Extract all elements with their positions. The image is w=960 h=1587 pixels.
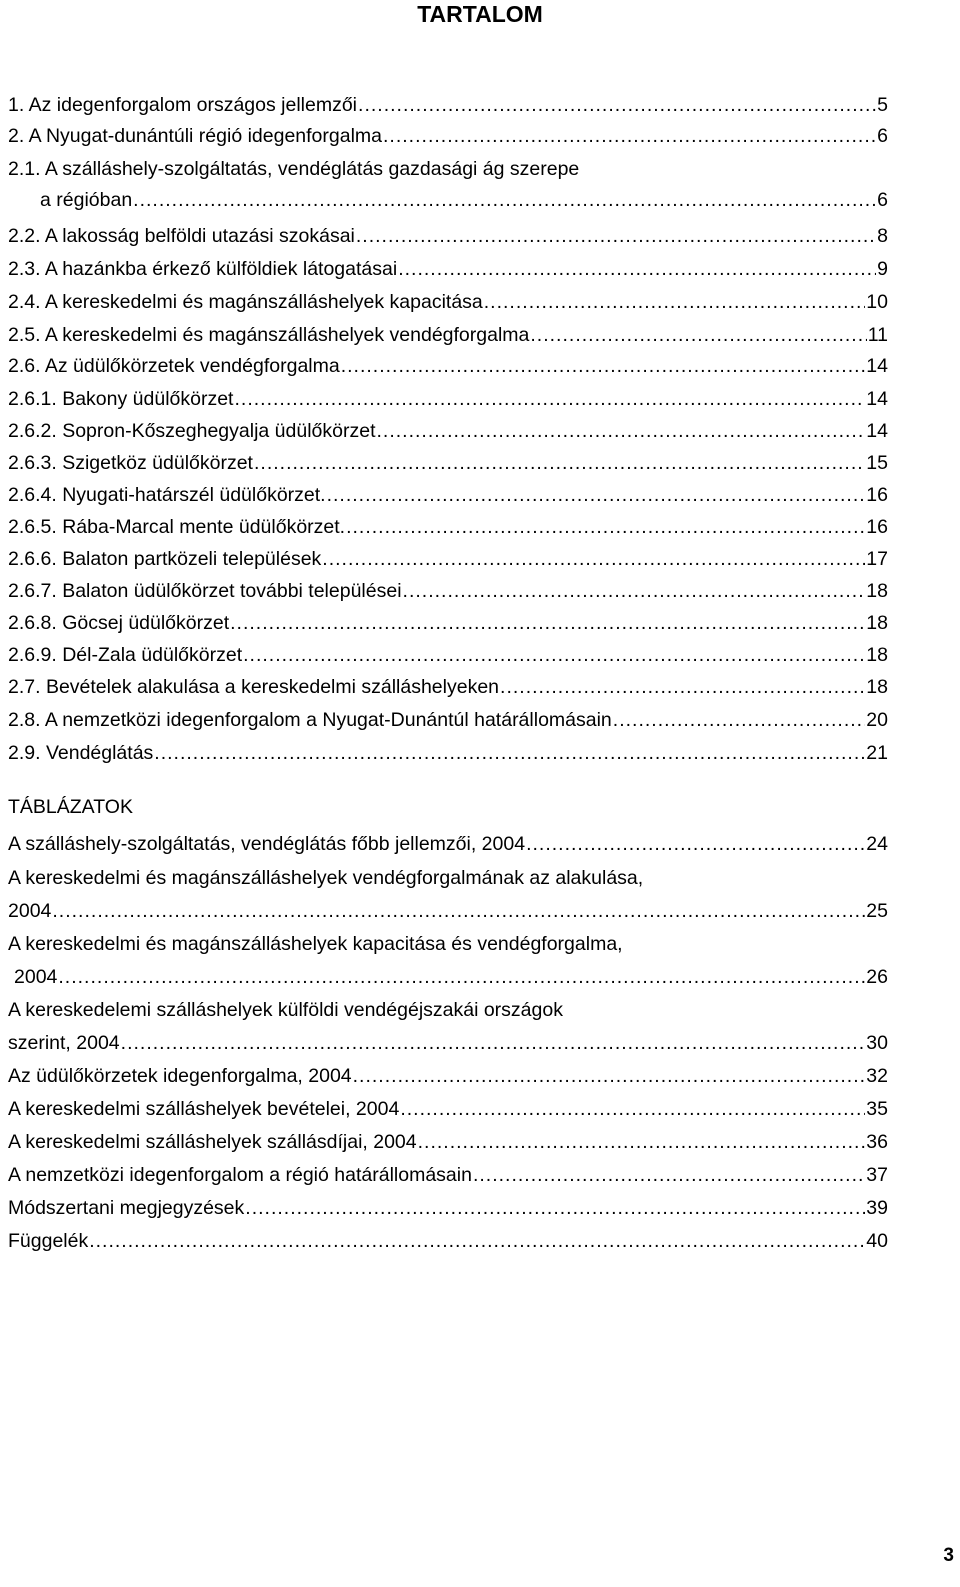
dot-leader (526, 829, 865, 859)
toc-entry[interactable] (8, 480, 888, 510)
toc-entry-page: 25 (866, 900, 888, 922)
toc-entry-page: 17 (866, 548, 888, 570)
dot-leader (243, 640, 865, 670)
toc-entry-label: 1. Az idegenforgalom országos jellemzői (8, 94, 358, 116)
toc-entry-label: 2.6.4. Nyugati-határszél üdülőkörzet. (8, 484, 326, 506)
dot-leader (500, 672, 865, 702)
toc-entry-label: Függelék (8, 1230, 89, 1252)
toc-entry-page: 35 (866, 1098, 888, 1120)
toc-entry-label: 2004 (14, 966, 58, 988)
toc-entry-label: Módszertani megjegyzések (8, 1197, 245, 1219)
dot-leader (377, 416, 866, 446)
toc-entry-page: 20 (866, 709, 888, 731)
toc-entry-label-line1[interactable]: 2.1. A szálláshely-szolgáltatás, vendéglátás gazdasági ág szerepe (8, 158, 580, 180)
toc-entry-label: 2.6.9. Dél-Zala üdülőkörzet (8, 644, 243, 666)
toc-entry[interactable] (14, 962, 888, 992)
toc-entry-label: 2.7. Bevételek alakulása a kereskedelmi szálláshelyeken (8, 676, 500, 698)
toc-entry-page: 14 (866, 355, 888, 377)
toc-entry-page: 36 (866, 1131, 888, 1153)
toc-entry-page: 32 (866, 1065, 888, 1087)
toc-entry-label: 2.6.3. Szigetköz üdülőkörzet (8, 452, 253, 474)
toc-entry-label: Az üdülőkörzetek idegenforgalma, 2004 (8, 1065, 352, 1087)
toc-entry-label: 2.3. A hazánkba érkező külföldiek látogatásai (8, 258, 398, 280)
toc-entry[interactable] (8, 705, 888, 735)
toc-entry[interactable] (8, 90, 888, 120)
toc-entry-page: 5 (877, 94, 888, 116)
toc-entry[interactable] (8, 320, 888, 350)
dot-leader (398, 254, 876, 284)
toc-entry-label: 2.6.1. Bakony üdülőkörzet (8, 388, 234, 410)
toc-entry-page: 30 (866, 1032, 888, 1054)
toc-entry[interactable] (8, 1193, 888, 1223)
dot-leader (353, 1061, 866, 1091)
toc-entry[interactable] (8, 640, 888, 670)
dot-leader (530, 320, 866, 350)
toc-entry-label: 2.6.7. Balaton üdülőkörzet további települései (8, 580, 402, 602)
toc-entry-page: 37 (866, 1164, 888, 1186)
toc-entry[interactable] (8, 1094, 888, 1124)
toc-entry-page: 40 (866, 1230, 888, 1252)
toc-entry[interactable] (8, 672, 888, 702)
toc-entry[interactable] (8, 738, 888, 768)
toc-entry[interactable] (8, 1127, 888, 1157)
toc-entry-label: 2.9. Vendéglátás (8, 742, 154, 764)
dot-leader (346, 512, 865, 542)
toc-entry-page: 14 (866, 388, 888, 410)
toc-entry[interactable] (40, 185, 888, 215)
dot-leader (133, 185, 876, 215)
dot-leader (58, 962, 865, 992)
dot-leader (383, 121, 876, 151)
dot-leader (484, 287, 866, 317)
toc-entry-label: 2.2. A lakosság belföldi utazási szokásai (8, 225, 355, 247)
toc-entry-label: 2.5. A kereskedelmi és magánszálláshelyek vendégforgalma (8, 324, 530, 346)
dot-leader (356, 221, 876, 251)
dot-leader (327, 480, 866, 510)
toc-entry[interactable] (8, 829, 888, 859)
toc-entry[interactable] (8, 544, 888, 574)
toc-entry[interactable] (8, 254, 888, 284)
toc-entry-page: 16 (866, 484, 888, 506)
toc-entry[interactable] (8, 221, 888, 251)
toc-entry-page: 21 (866, 742, 888, 764)
toc-entry-page: 26 (866, 966, 888, 988)
toc-entry[interactable] (8, 287, 888, 317)
toc-entry-label-line1[interactable]: A kereskedelemi szálláshelyek külföldi vendégéjszakái országok (8, 999, 563, 1021)
dot-leader (89, 1226, 865, 1256)
toc-entry-page: 14 (866, 420, 888, 442)
toc-entry[interactable] (8, 512, 888, 542)
dot-leader (245, 1193, 865, 1223)
toc-entry-page: 6 (877, 189, 888, 211)
toc-entry[interactable] (8, 1160, 888, 1190)
toc-entry-page: 15 (866, 452, 888, 474)
toc-entry-page: 18 (866, 612, 888, 634)
dot-leader (613, 705, 866, 735)
toc-entry-page: 39 (866, 1197, 888, 1219)
dot-leader (254, 448, 865, 478)
dot-leader (154, 738, 865, 768)
toc-entry-label: 2.6.2. Sopron-Kőszeghegyalja üdülőkörzet (8, 420, 376, 442)
toc-entry-page: 18 (866, 676, 888, 698)
toc-entry-label: 2004 (8, 900, 52, 922)
toc-entry-label: szerint, 2004 (8, 1032, 120, 1054)
dot-leader (473, 1160, 865, 1190)
dot-leader (121, 1028, 866, 1058)
toc-entry-label-line1[interactable]: A kereskedelmi és magánszálláshelyek kapacitása és vendégforgalma, (8, 933, 623, 955)
tables-heading: TÁBLÁZATOK (8, 796, 133, 818)
dot-leader (418, 1127, 866, 1157)
toc-entry[interactable] (8, 351, 888, 381)
toc-entry[interactable] (8, 121, 888, 151)
toc-entry-label: 2.6.5. Rába-Marcal mente üdülőkörzet. (8, 516, 346, 538)
toc-entry[interactable] (8, 1226, 888, 1256)
toc-entry[interactable] (8, 416, 888, 446)
toc-entry-page: 18 (866, 580, 888, 602)
toc-entry-page: 10 (866, 291, 888, 313)
toc-entry-page: 8 (877, 225, 888, 247)
toc-entry[interactable] (8, 896, 888, 926)
toc-entry-page: 16 (866, 516, 888, 538)
dot-leader (403, 576, 866, 606)
toc-entry-label: A kereskedelmi szálláshelyek bevételei, 2004 (8, 1098, 400, 1120)
dot-leader (230, 608, 865, 638)
toc-entry[interactable] (8, 1061, 888, 1091)
toc-entry-label: A kereskedelmi szálláshelyek szállásdíjai, 2004 (8, 1131, 417, 1153)
dot-leader (322, 544, 865, 574)
toc-entry-label: 2.8. A nemzetközi idegenforgalom a Nyugat-Dunántúl határállomásain (8, 709, 612, 731)
toc-entry-label: 2.6. Az üdülőkörzetek vendégforgalma (8, 355, 340, 377)
dot-leader (234, 384, 865, 414)
toc-entry-page: 24 (866, 833, 888, 855)
toc-entry-label: A szálláshely-szolgáltatás, vendéglátás főbb jellemzői, 2004 (8, 833, 526, 855)
dot-leader (52, 896, 865, 926)
page-title: TARTALOM (417, 1, 543, 27)
page-number: 3 (943, 1545, 954, 1566)
dot-leader (358, 90, 876, 120)
toc-entry[interactable] (8, 1028, 888, 1058)
toc-entry-page: 6 (877, 125, 888, 147)
toc-entry-label: 2. A Nyugat-dunántúli régió idegenforgalma (8, 125, 383, 147)
toc-entry-label: a régióban (40, 189, 133, 211)
toc-entry-label: 2.4. A kereskedelmi és magánszálláshelyek kapacitása (8, 291, 483, 313)
toc-entry[interactable] (8, 608, 888, 638)
toc-entry-page: 9 (877, 258, 888, 280)
toc-entry-label-line1[interactable]: A kereskedelmi és magánszálláshelyek vendégforgalmának az alakulása, (8, 867, 644, 889)
toc-entry-page: 11 (867, 324, 888, 346)
toc-entry-label: 2.6.6. Balaton partközeli települések (8, 548, 322, 570)
toc-entry[interactable] (8, 448, 888, 478)
toc-entry-page: 18 (866, 644, 888, 666)
dot-leader (400, 1094, 865, 1124)
toc-entry-label: 2.6.8. Göcsej üdülőkörzet (8, 612, 230, 634)
toc-entry[interactable] (8, 384, 888, 414)
toc-entry-label: A nemzetközi idegenforgalom a régió határállomásain (8, 1164, 472, 1186)
dot-leader (341, 351, 866, 381)
toc-entry[interactable] (8, 576, 888, 606)
